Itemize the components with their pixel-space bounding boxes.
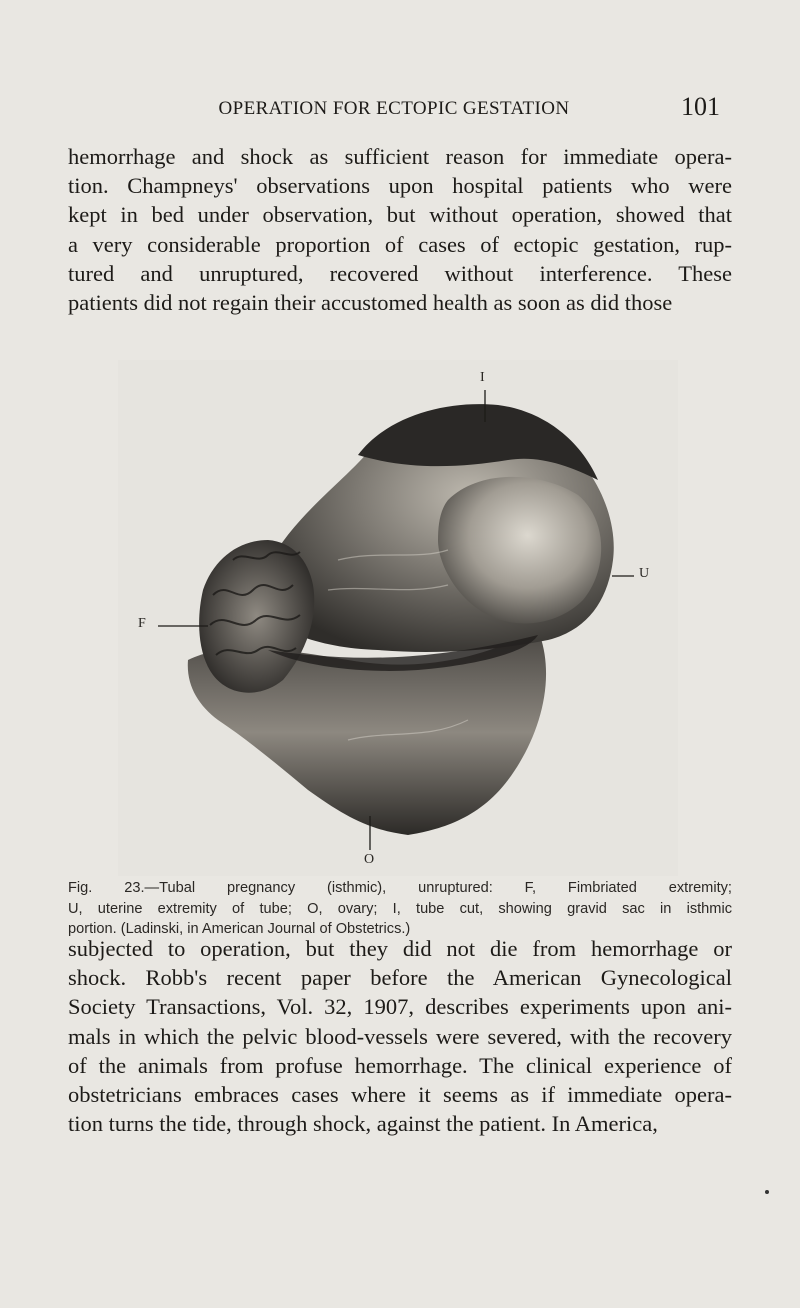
specimen-illustration: [118, 360, 678, 876]
text-line: hemorrhage and shock as sufficient reason for immediate opera-: [68, 144, 732, 169]
label-f: F: [138, 616, 146, 631]
label-i: I: [480, 370, 485, 385]
caption-line: portion. (Ladinski, in American Journal of Obstetrics.): [68, 921, 411, 937]
figure-caption: [68, 878, 732, 940]
text-line: of the animals from profuse hemorrhage. The clinical experience of: [68, 1052, 732, 1078]
text-line: kept in bed under observation, but without operation, showed that: [68, 202, 732, 228]
body-paragraph-bottom: [68, 934, 732, 1138]
caption-line: Fig. 23.—Tubal pregnancy (isthmic), unruptured: F, Fimbriated extremity;: [68, 880, 732, 896]
specimen-figure: [118, 360, 678, 876]
text-line: a very considerable proportion of cases of ectopic gestation, rup-: [68, 231, 732, 257]
text-line: subjected to operation, but they did not die from hemorrhage or: [68, 936, 732, 961]
body-paragraph-top: [68, 142, 732, 317]
page-header: [68, 92, 720, 126]
text-line: mals in which the pelvic blood-vessels were severed, with the recovery: [68, 1023, 732, 1049]
label-o: O: [364, 852, 375, 867]
page-number: 101: [681, 92, 720, 121]
caption-line: U, uterine extremity of tube; O, ovary; I, tube cut, showing gravid sac in isthmic: [68, 900, 732, 917]
text-line: obstetricians embraces cases where it seems as if immediate opera-: [68, 1082, 732, 1108]
text-line: patients did not regain their accustomed health as soon as did those: [68, 290, 673, 316]
text-line: tured and unruptured, recovered without interference. These: [68, 260, 732, 286]
text-line: shock. Robb's recent paper before the American Gynecological: [68, 965, 732, 991]
label-u: U: [639, 566, 650, 581]
running-head: OPERATION FOR ECTOPIC GESTATION: [218, 98, 570, 119]
text-line: tion. Champneys' observations upon hospital patients who were: [68, 173, 732, 199]
margin-mark: [765, 1190, 769, 1194]
text-line: Society Transactions, Vol. 32, 1907, describes experiments upon ani-: [68, 994, 732, 1020]
text-line: tion turns the tide, through shock, against the patient. In America,: [68, 1111, 658, 1137]
